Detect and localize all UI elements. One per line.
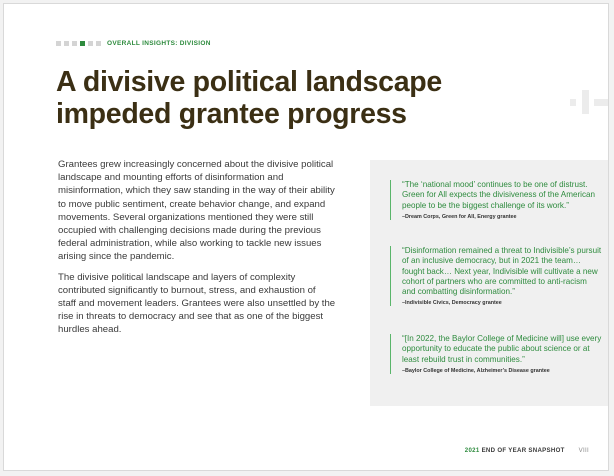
footer-year: 2021 bbox=[464, 447, 480, 454]
quote-block bbox=[390, 246, 602, 306]
progress-dot bbox=[64, 41, 69, 46]
page-title-line-2: impeded grantee progress bbox=[56, 98, 407, 130]
progress-dot-active bbox=[80, 41, 85, 46]
body-paragraph: Grantees grew increasingly concerned about the divisive political landscape and mounting efforts of disinformation and misinformation, which they saw standing in the way of their ability to move public sentiment, create behavior change, and expand movements. Several organizations mentioned they were still occupied with challenging decisions made during the previous federal administration, while also working to tackle new issues arising since the pandemic. bbox=[58, 159, 335, 263]
section-label: OVERALL INSIGHTS: DIVISION bbox=[107, 40, 211, 47]
progress-dot bbox=[96, 41, 101, 46]
footer-report-title: END OF YEAR SNAPSHOT bbox=[481, 447, 565, 454]
quote-text: “Disinformation remained a threat to Indivisible’s pursuit of an inclusive democracy, but in 2021 the team…fought back… Next year, Indivisible will cultivate a new cohort of partners who are committed to anti-racism and combatting disinformation.” bbox=[402, 246, 602, 297]
section-progress-dots bbox=[56, 41, 101, 46]
page-title-line-1: A divisive political landscape bbox=[56, 66, 442, 98]
body-text bbox=[58, 158, 336, 344]
page-footer bbox=[465, 447, 589, 454]
quote-block bbox=[390, 180, 602, 220]
quote-text: “[In 2022, the Baylor College of Medicine will] use every opportunity to educate the public about science or at least rebuild trust in communities.” bbox=[402, 334, 602, 364]
quote-text: “The ‘national mood’ continues to be one of distrust. Green for All expects the divisiveness of the American people to be the biggest challenge of its work.” bbox=[402, 180, 595, 210]
page-title bbox=[56, 66, 496, 130]
decorative-cross-icon bbox=[568, 90, 608, 114]
progress-dot bbox=[88, 41, 93, 46]
report-page bbox=[3, 3, 609, 471]
quote-source: –Dream Corps, Green for All, Energy grantee bbox=[402, 213, 517, 220]
body-paragraph: The divisive political landscape and layers of complexity contributed significantly to burnout, stress, and exhaustion of staff and movement leaders. Grantees were also unsettled by the rise in threats to democracy and see that as one of the biggest hurdles ahead. bbox=[58, 271, 336, 336]
quote-source: –Baylor College of Medicine, Alzheimer’s Disease grantee bbox=[402, 367, 550, 374]
quote-source: –Indivisible Civics, Democracy grantee bbox=[402, 300, 502, 307]
quote-panel bbox=[370, 160, 609, 406]
progress-dot bbox=[56, 41, 61, 46]
quote-block bbox=[390, 334, 602, 374]
page-number: VIII bbox=[578, 447, 589, 454]
section-header bbox=[56, 40, 211, 47]
progress-dot bbox=[72, 41, 77, 46]
